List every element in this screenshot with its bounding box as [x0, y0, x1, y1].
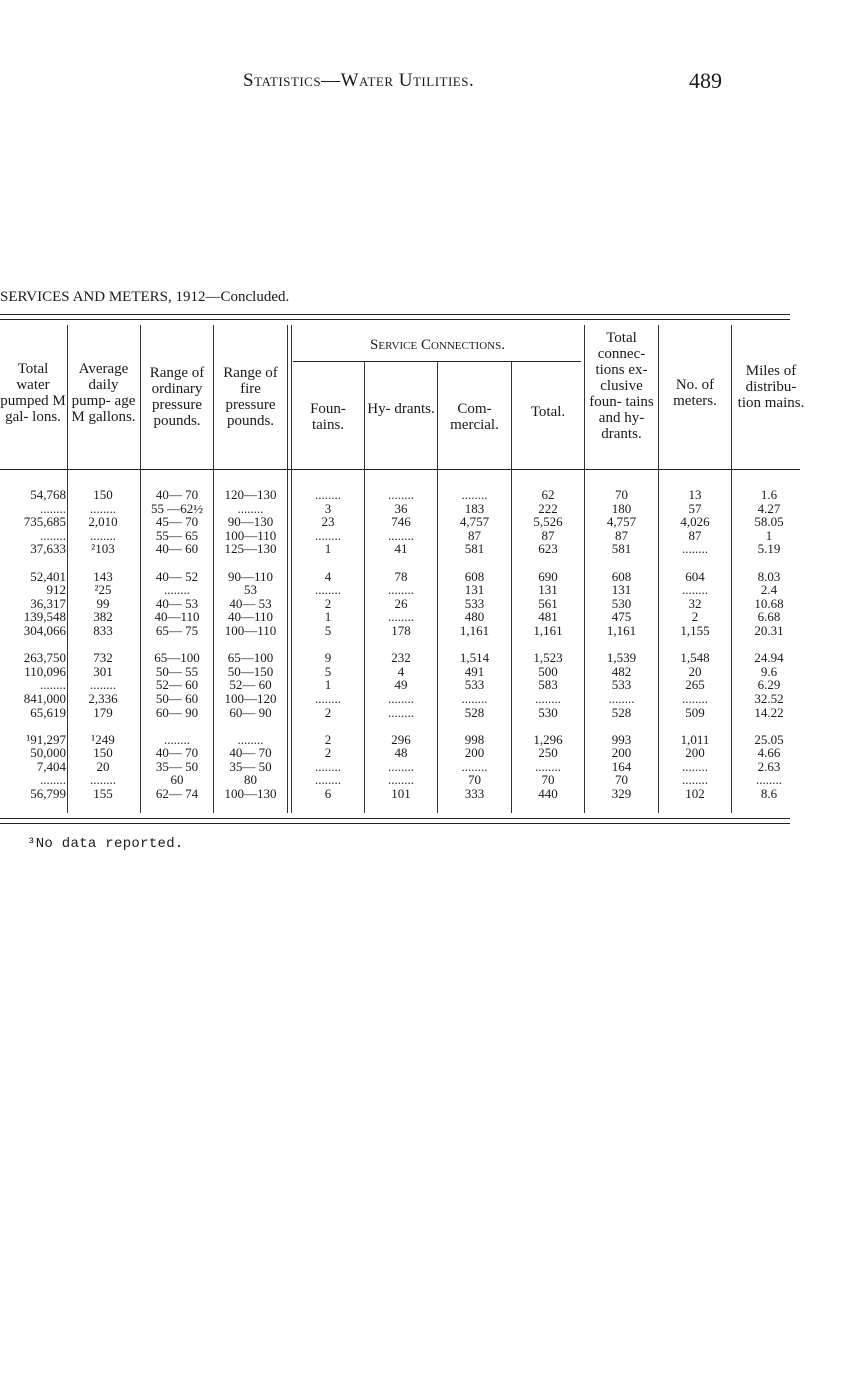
header-miles: Miles of distribu- tion mains.	[737, 363, 805, 411]
header-fire-pressure: Range of fire pressure pounds.	[223, 365, 278, 429]
col-divider	[658, 325, 659, 813]
table-bottom-rule-double	[0, 823, 790, 824]
col-hydrants: ........ 36 746 ........ 41 78 ........ 26 ........ 178 232 4 49 ........ ........ 296 48 ........ ........ 101	[388, 487, 414, 802]
col-meters: 13 57 4,026 87 ........ 604 ........ 32 2 1,155 1,548 20 265 ........ 509 1,011 200 ........ ........ 102	[680, 487, 710, 802]
col-fire-pressure: 120—130 ........ 90—130 100—110 125—130 90—110 53 40— 53 40—110 100—110 65—100 50—150 52— 60 100—120 60— 90 ........ 40— 70 35— 50 80 100—130	[224, 487, 277, 802]
table-bottom-rule	[0, 818, 790, 819]
col-total-pumped: 54,768 ........ 735,685 ........ 37,633 52,401 912 36,317 139,548 304,066 263,750 110,096 ........ 841,000 65,619 ¹91,297 50,000 7,404 ........ 56,799	[23, 487, 66, 802]
col-commercial: ........ 183 4,757 87 581 608 131 533 480 1,161 1,514 491 533 ........ 528 998 200 ........ 70 333	[459, 487, 490, 802]
header-ordinary-pressure: Range of ordinary pressure pounds.	[149, 365, 205, 429]
header-total: Total.	[530, 404, 566, 420]
header-fountains: Foun- tains.	[310, 401, 346, 433]
col-divider	[287, 325, 288, 813]
col-divider	[364, 362, 365, 813]
header-avg-daily: Average daily pump- age M gallons.	[71, 361, 136, 425]
header-bottom-rule	[0, 469, 800, 470]
header-total-pumped: Total water pumped M gal- lons.	[0, 361, 66, 425]
page-number: 489	[689, 68, 722, 93]
header-commercial: Com- mercial.	[450, 401, 499, 433]
header-service-connections: Service Connections.	[370, 337, 505, 353]
col-total: 62 222 5,526 87 623 690 131 561 481 1,161 1,523 500 583 ........ 530 1,296 250 ........ 70 440	[533, 487, 563, 802]
col-miles: 1.6 4.27 58.05 1 5.19 8.03 2.4 10.68 6.68 20.31 24.94 9.6 6.29 32.52 14.22 25.05 4.66 2.63 ........ 8.6	[754, 487, 784, 802]
col-ordinary-pressure: 40— 70 55 —62½ 45— 70 55— 65 40— 60 40— 52 ........ 40— 53 40—110 65— 75 65—100 50— 55 52— 60 50— 60 60— 90 ........ 40— 70 35— 50 60 62— 74	[151, 487, 203, 802]
running-title: Statistics—Water Utilities.	[243, 70, 475, 91]
col-divider	[437, 362, 438, 813]
footnote: ³No data reported.	[27, 836, 184, 852]
col-total-exclusive: 70 180 4,757 87 581 608 131 530 475 1,161 1,539 482 533 ........ 528 993 200 164 70 329	[606, 487, 637, 802]
col-divider	[731, 325, 732, 813]
col-divider	[511, 362, 512, 813]
header-total-exclusive: Total connec- tions ex- clusive foun- tains and hy- drants.	[589, 330, 654, 442]
header-hydrants: Hy- drants.	[367, 401, 435, 417]
table-top-rule-double	[0, 319, 790, 320]
col-fountains: ........ 3 23 ........ 1 4 ........ 2 1 5 9 5 1 ........ 2 2 2 ........ ........ 6	[315, 487, 341, 802]
header-meters: No. of meters.	[673, 377, 717, 409]
col-divider	[291, 325, 292, 813]
col-avg-daily: 150 ........ 2,010 ........ ²103 143 ²25 99 382 833 732 301 ........ 2,336 179 ¹249 150 20 ........ 155	[88, 487, 118, 802]
col-divider	[584, 325, 585, 813]
table-top-rule	[0, 314, 790, 315]
table-title: SERVICES AND METERS, 1912—Concluded.	[0, 289, 290, 305]
